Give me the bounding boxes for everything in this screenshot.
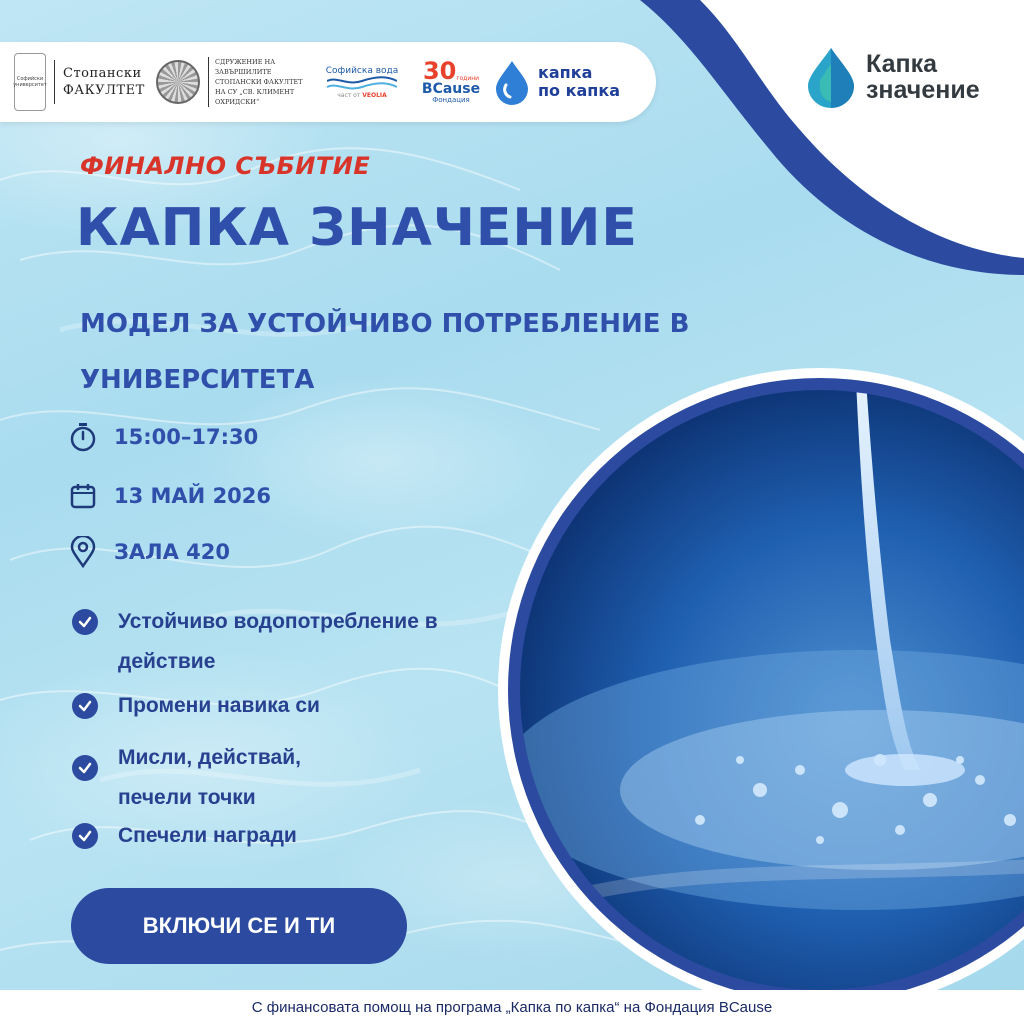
alumni-line3: НА СУ „СВ. КЛИМЕНТ ОХРИДСКИ“ <box>215 88 295 106</box>
brand-drop-icon <box>806 46 856 108</box>
event-eyebrow: ФИНАЛНО СЪБИТИЕ <box>80 152 371 180</box>
event-venue: ЗАЛА 420 <box>114 540 231 564</box>
alumni-line2: СТОПАНСКИ ФАКУЛТЕТ <box>215 78 303 86</box>
checkmark-icon <box>72 823 98 849</box>
checkmark-icon <box>72 693 98 719</box>
kapka-znachenie-brand-logo <box>806 46 980 108</box>
feature-label: Мисли, действай, печели точки <box>118 746 301 809</box>
kpk-line1: капка <box>538 63 593 82</box>
event-venue-row <box>70 536 230 568</box>
faculty-name-line2: ФАКУЛТЕТ <box>63 83 145 98</box>
funding-note: С финансовата помощ на програма „Капка по капка“ на Фондация BCause <box>251 998 773 1016</box>
sofiyska-voda-logo <box>316 42 408 122</box>
feature-label: Промени навика си <box>118 694 320 717</box>
bcause-name: BCause <box>421 81 481 97</box>
stopwatch-icon <box>70 422 96 452</box>
calendar-icon <box>70 482 96 510</box>
checkmark-icon <box>72 755 98 781</box>
funding-footer <box>0 990 1024 1024</box>
sofiyska-voda-name: Софийска вода <box>325 65 399 76</box>
partner-logos-bar <box>0 42 656 122</box>
feature-label: Спечели награди <box>118 824 297 847</box>
feature-item <box>72 738 368 818</box>
location-pin-icon <box>70 536 96 568</box>
waves-icon <box>327 76 397 92</box>
event-date-row <box>70 482 271 510</box>
alumni-association-logo <box>156 42 316 122</box>
bcause-logo <box>408 42 494 122</box>
event-date: 13 МАЙ 2026 <box>114 484 272 508</box>
brand-line2: значение <box>866 76 980 104</box>
event-subtitle: МОДЕЛ ЗА УСТОЙЧИВО ПОТРЕБЛЕНИЕ В УНИВЕРСИТЕТА <box>80 309 690 395</box>
bcause-foundation: Фондация <box>432 96 470 104</box>
brand-line1: Капка <box>866 50 937 78</box>
kpk-line2: по капка <box>538 81 620 100</box>
event-time-row <box>70 422 258 452</box>
event-title: КАПКА ЗНАЧЕНИЕ <box>76 198 638 258</box>
veolia-name: VEOLIA <box>362 91 387 99</box>
water-drop-icon <box>494 59 530 105</box>
alumni-seal-icon <box>156 60 200 104</box>
bcause-anniversary-number: 30 <box>422 57 457 85</box>
feature-item <box>72 816 518 856</box>
university-crest-icon: Софийски университет <box>14 53 46 111</box>
join-button[interactable]: ВКЛЮЧИ СЕ И ТИ <box>71 888 407 964</box>
event-time: 15:00–17:30 <box>114 425 259 449</box>
feature-label: Устойчиво водопотребление в действие <box>118 610 438 673</box>
feature-item <box>72 686 518 726</box>
feature-item <box>72 602 518 682</box>
kapka-po-kapka-logo <box>494 42 634 122</box>
veolia-prefix: част от <box>337 91 361 99</box>
checkmark-icon <box>72 609 98 635</box>
faculty-name-line1: Стопански <box>63 66 142 81</box>
su-faculty-logo <box>14 42 150 122</box>
bcause-years: години <box>456 75 480 82</box>
alumni-line1: СДРУЖЕНИЕ НА ЗАВЪРШИЛИТЕ <box>215 58 276 76</box>
